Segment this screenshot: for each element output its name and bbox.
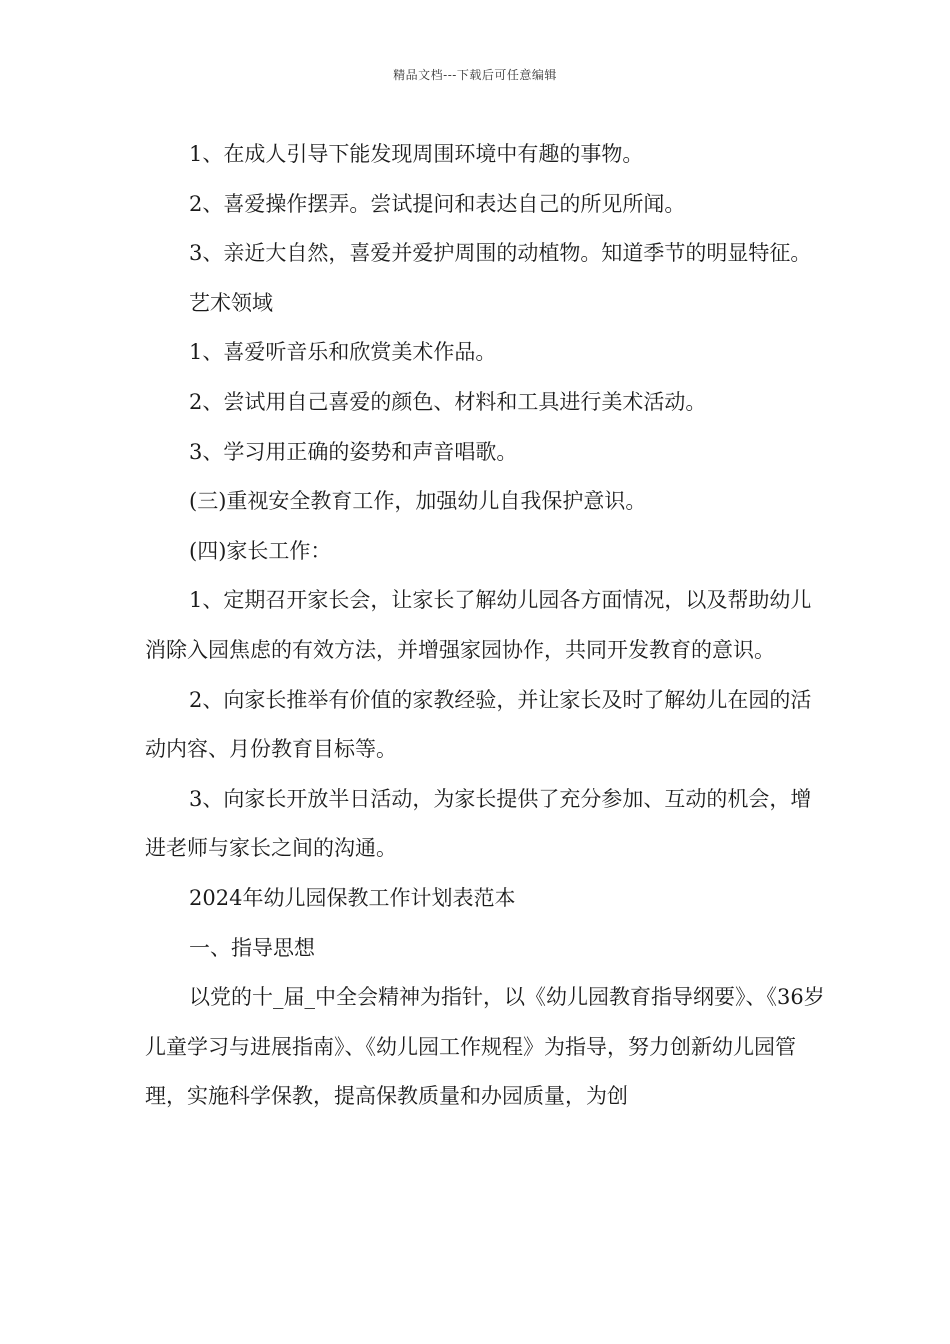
paragraph: 以党的十_届_中全会精神为指针，以《幼儿园教育指导纲要》、《36岁儿童学习与进展指南》、《幼儿园工作规程》为指导，努力创新幼儿园管理，实施科学保教，提高保教质量和办园质量，为创 xyxy=(145,985,825,1109)
page-header: 精品文档---下载后可任意编辑 xyxy=(393,68,557,82)
paragraph: 1、喜爱听音乐和欣赏美术作品。 xyxy=(189,340,497,365)
section-heading: 艺术领域 xyxy=(189,290,273,315)
paragraph: 1、定期召开家长会，让家长了解幼儿园各方面情况，以及帮助幼儿消除入园焦虑的有效方法，并增强家园协作，共同开发教育的意识。 xyxy=(145,588,812,662)
paragraph: 3、向家长开放半日活动，为家长提供了充分参加、互动的机会，增进老师与家长之间的沟通。 xyxy=(145,786,812,861)
section-heading: 一、指导思想 xyxy=(189,935,315,960)
paragraph: 3、亲近大自然，喜爱并爱护周围的动植物。知道季节的明显特征。 xyxy=(189,241,812,266)
section-heading: (四)家长工作： xyxy=(189,538,332,563)
paragraph: 1、在成人引导下能发现周围环境中有趣的事物。 xyxy=(189,142,644,166)
paragraph: 3、学习用正确的姿势和声音唱歌。 xyxy=(189,439,518,464)
paragraph: 2、喜爱操作摆弄。尝试提问和表达自己的所见所闻。 xyxy=(189,191,686,216)
document-body xyxy=(145,130,825,1122)
section-heading: (三)重视安全教育工作，加强幼儿自我保护意识。 xyxy=(189,489,647,514)
paragraph: 2、尝试用自己喜爱的颜色、材料和工具进行美术活动。 xyxy=(189,389,707,414)
document-title: 2024年幼儿园保教工作计划表范本 xyxy=(189,885,516,910)
paragraph: 2、向家长推举有价值的家教经验，并让家长及时了解幼儿在园的活动内容、月份教育目标等。 xyxy=(145,687,812,762)
